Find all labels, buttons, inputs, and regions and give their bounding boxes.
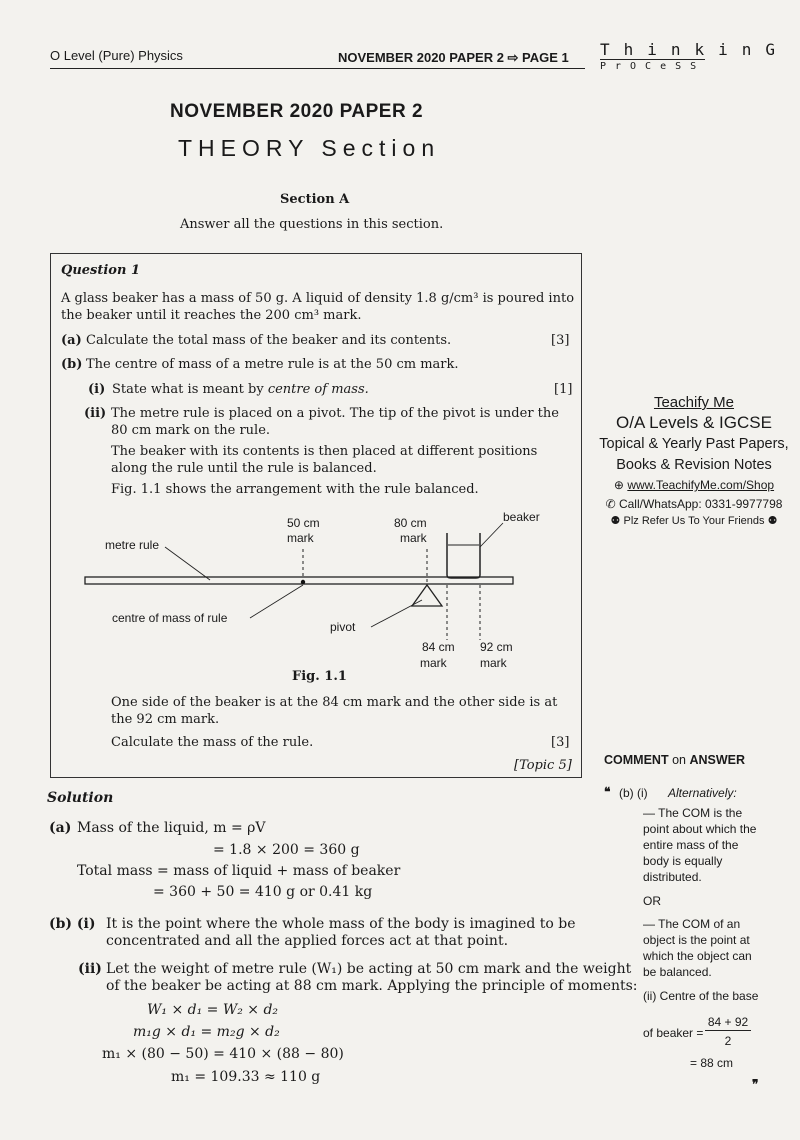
part-bi-label: (i) <box>88 382 106 397</box>
part-a-label: (a) <box>61 333 82 348</box>
sol-a-line1: Mass of the liquid, m = ρV <box>77 820 266 836</box>
sol-eq2: m₁g × d₁ = m₂g × d₂ <box>133 1024 280 1040</box>
sol-eq4: m₁ = 109.33 ≈ 110 g <box>171 1069 321 1085</box>
part-b-label: (b) <box>61 357 83 372</box>
ad-website-row[interactable] <box>588 476 800 495</box>
sol-bi-line2: concentrated and all the applied forces act at that point. <box>106 933 509 949</box>
ad-phone-row <box>588 495 800 513</box>
sol-a-label: (a) <box>49 820 72 836</box>
sol-bii-line2: of the beaker be acting at 88 cm mark. Applying the principle of moments: <box>106 978 638 994</box>
logo-process: PrOCeSS <box>600 61 706 72</box>
figure-1-1 <box>60 505 560 680</box>
question-label: Question 1 <box>61 263 141 278</box>
part-bii-p2: The beaker with its contents is then placed at different positions along the rule until the rule is balanced. <box>111 444 538 476</box>
page-title: NOVEMBER 2020 PAPER 2 <box>170 101 424 122</box>
metre-rule-leader <box>165 547 210 580</box>
part-a-marks: [3] <box>551 333 570 348</box>
figure-caption: Fig. 1.1 <box>292 669 347 684</box>
comment-of-beaker: of beaker = <box>643 1026 704 1040</box>
part-bi-text-em: centre of mass. <box>267 382 369 397</box>
globe-icon: ⊕ <box>613 478 624 492</box>
sol-a-line3: Total mass = mass of liquid + mass of beaker <box>77 863 401 879</box>
comment-bi-label: (b) (i) <box>619 786 648 800</box>
comment-c1: — The COM is the point about which the entire mass of the body is equally distributed. <box>643 806 757 884</box>
ad-website[interactable]: www.TeachifyMe.com/Shop <box>627 478 775 492</box>
sol-bii-label: (ii) <box>78 961 102 977</box>
ad-block <box>588 393 800 529</box>
logo-thinking: ThinkinG <box>600 40 790 59</box>
solution-heading: Solution <box>47 790 114 806</box>
label-80cm-mark: mark <box>400 531 427 545</box>
part-bii-p1: The metre rule is placed on a pivot. The tip of the pivot is under the 80 cm mark on the rule. <box>111 406 559 438</box>
comment-alt: Alternatively: <box>668 786 737 800</box>
part-b-text: The centre of mass of a metre rule is at the 50 cm mark. <box>86 357 459 372</box>
ad-books: Books & Revision Notes <box>616 457 772 473</box>
sol-a-line4: = 360 + 50 = 410 g or 0.41 kg <box>153 884 373 900</box>
section-instruction: Answer all the questions in this section. <box>180 217 444 232</box>
comment-or: OR <box>643 894 661 908</box>
part-bi-marks: [1] <box>554 382 573 397</box>
part-a-text: Calculate the total mass of the beaker and its contents. <box>86 333 452 348</box>
label-beaker: beaker <box>503 510 540 524</box>
question-intro: A glass beaker has a mass of 50 g. A liquid of density 1.8 g/cm³ is poured into the beaker until it reaches the 200 cm³ mark. <box>61 291 575 323</box>
label-80cm: 80 cm <box>394 516 427 530</box>
section-heading: Section A <box>280 192 350 207</box>
comment-close-quote: ❞ <box>752 1077 759 1091</box>
comment-heading-b: on <box>672 753 686 767</box>
label-84cm: 84 cm <box>422 640 455 654</box>
label-metre-rule: metre rule <box>105 538 160 552</box>
page-subtitle: THEORY Section <box>178 135 441 161</box>
sol-a-line2: = 1.8 × 200 = 360 g <box>213 842 360 858</box>
comment-heading-c: ANSWER <box>689 753 746 767</box>
centre-of-mass-dot <box>301 580 305 584</box>
part-bii-p3: Fig. 1.1 shows the arrangement with the rule balanced. <box>111 482 479 497</box>
comment-frac-den: 2 <box>724 1034 732 1048</box>
beaker-leader <box>480 523 503 547</box>
beaker-shape <box>447 533 480 578</box>
ad-refer: Plz Refer Us To Your Friends <box>623 515 765 527</box>
people-icon: ⚉ <box>610 515 621 527</box>
header-paper-ref: NOVEMBER 2020 PAPER 2 ⇨ PAGE 1 <box>338 50 569 65</box>
label-centre-of-mass: centre of mass of rule <box>112 611 228 625</box>
ad-phone: Call/WhatsApp: 0331-9977798 <box>618 497 783 511</box>
sol-bi-line1: It is the point where the whole mass of the body is imagined to be <box>106 916 576 932</box>
label-pivot: pivot <box>330 620 356 634</box>
comment-heading-a: COMMENT <box>604 753 669 767</box>
comment-ii: (ii) Centre of the base <box>643 989 759 1003</box>
sol-eq3: m₁ × (80 − 50) = 410 × (88 − 80) <box>102 1046 344 1062</box>
comment-c2: — The COM of an object is the point at which the object can be balanced. <box>643 917 752 979</box>
part-bi-text-pre: State what is meant by <box>112 382 264 397</box>
comment-frac-num: 84 + 92 <box>705 1014 751 1031</box>
topic-tag: [Topic 5] <box>514 758 572 773</box>
sol-eq1: W₁ × d₁ = W₂ × d₂ <box>147 1002 279 1018</box>
sol-bi-label: (b) (i) <box>49 916 96 932</box>
pivot-leader <box>371 600 422 627</box>
label-50cm-mark: mark <box>287 531 314 545</box>
header-subject: O Level (Pure) Physics <box>50 48 183 63</box>
part-bi-text <box>112 381 369 398</box>
ad-brand: Teachify Me <box>653 394 735 411</box>
ad-levels: O/A Levels & IGCSE <box>616 413 772 432</box>
label-92cm-mark: mark <box>480 656 507 670</box>
phone-icon: ✆ <box>605 497 616 511</box>
label-84cm-mark: mark <box>420 656 447 670</box>
people-icon-2: ⚉ <box>767 515 778 527</box>
header-rule <box>50 68 585 69</box>
com-leader <box>250 585 303 618</box>
label-92cm: 92 cm <box>480 640 513 654</box>
part-bii-p4: One side of the beaker is at the 84 cm mark and the other side is at the 92 cm mark. <box>111 695 558 727</box>
part-bii-label: (ii) <box>84 406 107 421</box>
ad-refer-row <box>588 513 800 529</box>
sol-bii-line1: Let the weight of metre rule (W₁) be acting at 50 cm mark and the weight <box>106 961 632 977</box>
part-bii-marks: [3] <box>551 735 570 750</box>
comment-result: = 88 cm <box>690 1056 734 1070</box>
part-bii-p5: Calculate the mass of the rule. <box>111 735 314 750</box>
comment-heading <box>604 753 745 767</box>
comment-open-quote: ❝ <box>604 785 611 799</box>
label-50cm: 50 cm <box>287 516 320 530</box>
ad-papers: Topical & Yearly Past Papers, <box>599 436 789 452</box>
